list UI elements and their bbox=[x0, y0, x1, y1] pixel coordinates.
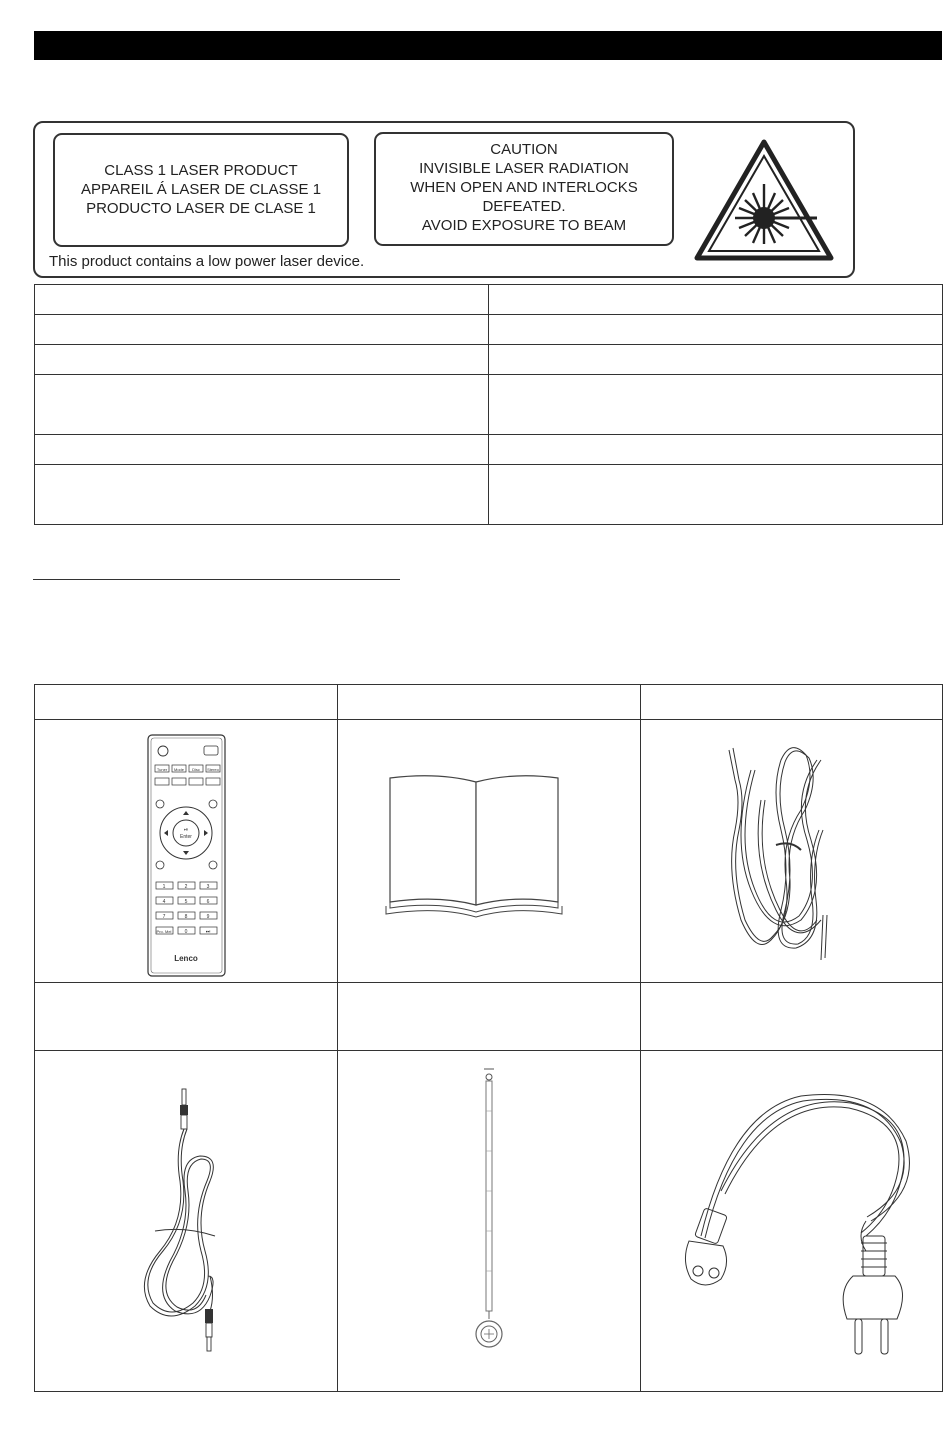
remote-key: Disc bbox=[192, 767, 200, 772]
aux-cable-icon bbox=[35, 1051, 337, 1391]
header-bar bbox=[34, 31, 942, 60]
caution-line: WHEN OPEN AND INTERLOCKS bbox=[410, 179, 638, 196]
remote-key: Stereo bbox=[207, 767, 219, 772]
caution-label bbox=[374, 132, 674, 246]
caution-line: INVISIBLE LASER RADIATION bbox=[419, 160, 629, 177]
caution-line: DEFEATED. bbox=[482, 198, 566, 215]
remote-key: 0 bbox=[184, 929, 188, 935]
laser-notice: This product contains a low power laser device. bbox=[49, 253, 365, 270]
svg-text:⏭: ⏭ bbox=[205, 929, 211, 935]
remote-key: 2 bbox=[184, 884, 188, 890]
table-row bbox=[35, 720, 943, 983]
remote-key: Pro. Mel bbox=[156, 929, 172, 934]
laser-safety-label bbox=[33, 121, 855, 278]
class-line-en: CLASS 1 LASER PRODUCT bbox=[104, 162, 298, 179]
remote-key: 3 bbox=[206, 884, 210, 890]
remote-key: 1 bbox=[162, 884, 166, 890]
table-row bbox=[35, 983, 943, 1051]
power-cord-icon bbox=[641, 1051, 942, 1391]
table-row bbox=[35, 345, 943, 375]
table-row bbox=[35, 285, 943, 315]
laser-warning-icon bbox=[693, 138, 835, 262]
remote-brand: Lenco bbox=[174, 954, 198, 963]
remote-key: Tuner bbox=[156, 767, 168, 772]
caution-title: CAUTION bbox=[490, 141, 558, 158]
remote-key: 9 bbox=[206, 914, 210, 920]
table-row bbox=[35, 685, 943, 720]
fm-antenna-icon bbox=[338, 1051, 640, 1391]
remote-key: Enter bbox=[180, 834, 192, 840]
remote-key: Mode bbox=[173, 767, 185, 772]
svg-text:⏯: ⏯ bbox=[183, 827, 189, 833]
class-1-laser-label bbox=[53, 133, 349, 247]
speaker-wire-icon bbox=[641, 720, 942, 982]
table-row bbox=[35, 435, 943, 465]
table-row bbox=[35, 315, 943, 345]
remote-key: 4 bbox=[162, 899, 166, 905]
section-heading-underline bbox=[33, 579, 400, 580]
spec-table bbox=[34, 284, 943, 525]
table-row bbox=[35, 465, 943, 525]
remote-key: 8 bbox=[184, 914, 188, 920]
table-row bbox=[35, 375, 943, 435]
remote-key: 5 bbox=[184, 899, 188, 905]
accessories-table bbox=[34, 684, 943, 1392]
class-line-es: PRODUCTO LASER DE CLASE 1 bbox=[86, 200, 316, 217]
class-line-fr: APPAREIL Á LASER DE CLASSE 1 bbox=[80, 181, 322, 198]
caution-line: AVOID EXPOSURE TO BEAM bbox=[421, 217, 627, 234]
remote-key: 7 bbox=[162, 914, 166, 920]
remote-key: 6 bbox=[206, 899, 210, 905]
manual-booklet-icon bbox=[338, 720, 640, 982]
remote-control-icon bbox=[35, 720, 337, 982]
table-row bbox=[35, 1051, 943, 1392]
